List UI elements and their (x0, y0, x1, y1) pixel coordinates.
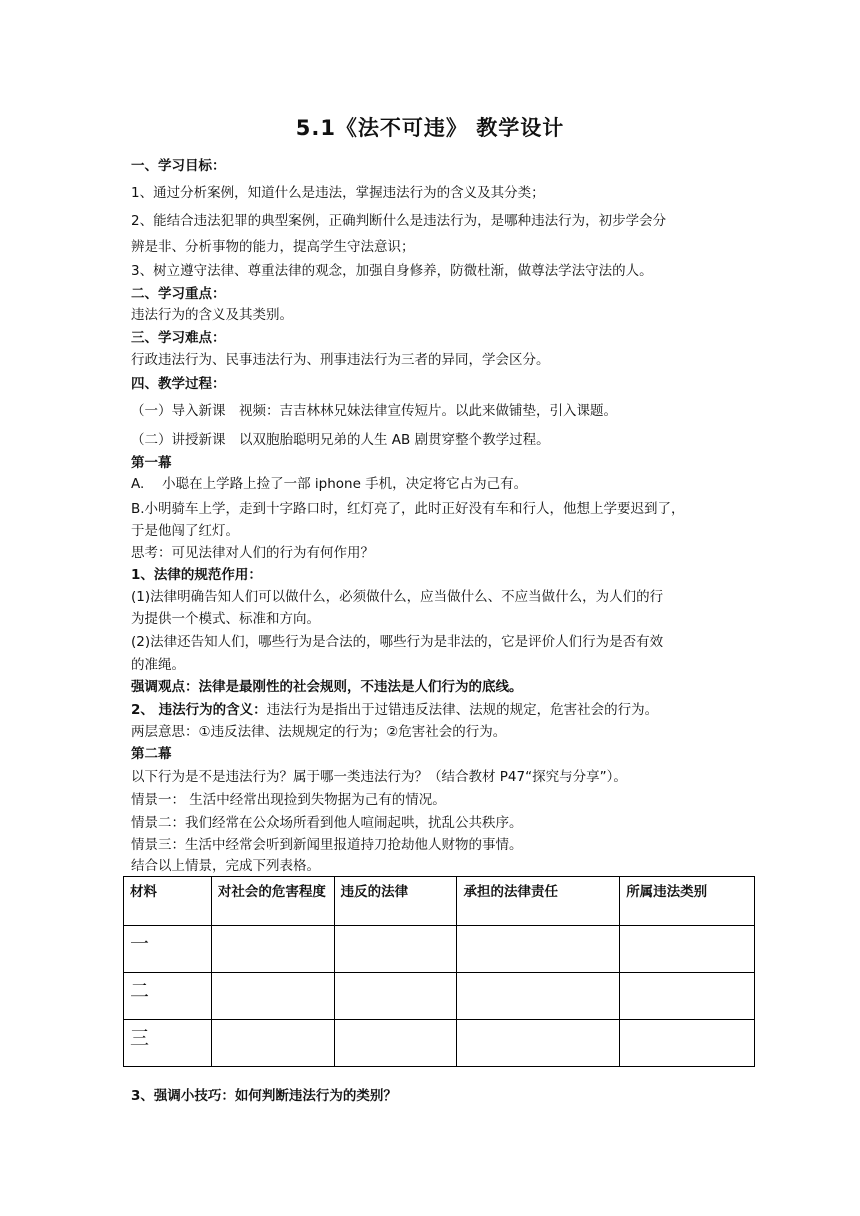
table-cell[interactable] (211, 1020, 334, 1067)
case-b-line-1: B.小明骑车上学，走到十字路口时，红灯亮了，此时正好没有车和行人，他想上学要迟到了， (131, 501, 685, 517)
table-header-row (124, 877, 755, 926)
table-cell[interactable] (457, 1020, 620, 1067)
scene-1: 情景一： 生活中经常出现捡到失物据为己有的情况。 (131, 792, 446, 808)
table-cell[interactable] (620, 973, 755, 1020)
step-1: （一）导入新课 视频：吉吉林林兄妹法律宣传短片。以此来做铺垫，引入课题。 (131, 403, 617, 419)
goal-3: 3、树立遵守法律、尊重法律的观念，加强自身修养，防微杜渐，做尊法学法守法的人。 (131, 263, 653, 279)
table-cell[interactable] (334, 1020, 457, 1067)
emphasis: 强调观点：法律是最刚性的社会规则，不违法是人们行为的底线。 (131, 679, 523, 695)
process-heading: 四、教学过程： (131, 376, 226, 392)
table-cell[interactable] (334, 973, 457, 1020)
goal-2-line-2: 辨是非、分析事物的能力，提高学生守法意识； (131, 239, 415, 255)
table-cell[interactable] (211, 973, 334, 1020)
norm-heading: 1、法律的规范作用： (131, 567, 262, 583)
table-cell[interactable]: 三 (124, 1020, 212, 1067)
case-a: A. 小聪在上学路上捡了一部 iphone 手机，决定将它占为己有。 (131, 476, 528, 492)
two-layers: 两层意思：①违反法律、法规规定的行为；②危害社会的行为。 (131, 724, 507, 740)
difficulty-text: 行政违法行为、民事违法行为、刑事违法行为三者的异同，学会区分。 (131, 352, 550, 368)
goal-1: 1、通过分析案例，知道什么是违法，掌握违法行为的含义及其分类； (131, 185, 545, 201)
table-header: 对社会的危害程度 (211, 877, 334, 926)
table-header: 所属违法类别 (620, 877, 755, 926)
table-cell[interactable]: 一 (124, 926, 212, 973)
table-cell[interactable] (334, 926, 457, 973)
norm-1-line-2: 为提供一个模式、标准和方向。 (131, 611, 320, 627)
key-heading: 二、学习重点： (131, 286, 226, 302)
table-header: 材料 (124, 877, 212, 926)
scene-3: 情景三：生活中经常会听到新闻里报道持刀抢劫他人财物的事情。 (131, 837, 523, 853)
table-cell[interactable]: 二 (124, 973, 212, 1020)
table-cell[interactable] (620, 1020, 755, 1067)
step-2: （二）讲授新课 以双胞胎聪明兄弟的人生 AB 剧贯穿整个教学过程。 (131, 432, 550, 448)
goal-2-line-1: 2、能结合违法犯罪的典型案例，正确判断什么是违法行为，是哪种违法行为，初步学会分 (131, 213, 667, 229)
act-1-heading: 第一幕 (131, 455, 172, 471)
key-text: 违法行为的含义及其类别。 (131, 307, 293, 323)
scene-2: 情景二：我们经常在公众场所看到他人喧闹起哄，扰乱公共秩序。 (131, 815, 523, 831)
question: 以下行为是不是违法行为？属于哪一类违法行为？（结合教材 P47“探究与分享”）。 (131, 769, 627, 785)
table-intro: 结合以上情景，完成下列表格。 (131, 858, 320, 874)
table-cell[interactable] (211, 926, 334, 973)
table-row (124, 1020, 755, 1067)
table-row (124, 926, 755, 973)
tip: 3、强调小技巧：如何判断违法行为的类别？ (131, 1088, 397, 1104)
think-question: 思考：可见法律对人们的行为有何作用？ (131, 545, 374, 561)
table-cell[interactable] (457, 973, 620, 1020)
table-cell[interactable] (620, 926, 755, 973)
table-cell[interactable] (457, 926, 620, 973)
norm-1-line-1: (1)法律明确告知人们可以做什么，必须做什么，应当做什么、不应当做什么，为人们的行 (131, 589, 664, 605)
definition (131, 700, 731, 720)
definition-text: 违法行为是指出于过错违反法律、法规的规定，危害社会的行为。 (266, 702, 659, 718)
act-2-heading: 第二幕 (131, 746, 172, 762)
norm-2-line-1: (2)法律还告知人们，哪些行为是合法的，哪些行为是非法的，它是评价人们行为是否有效 (131, 634, 664, 650)
table-header: 承担的法律责任 (457, 877, 620, 926)
page-title: 5.1《法不可违》 教学设计 (295, 116, 565, 140)
case-b-line-2: 于是他闯了红灯。 (131, 523, 239, 539)
analysis-table (123, 876, 755, 1067)
table-header: 违反的法律 (334, 877, 457, 926)
definition-label: 2、 违法行为的含义： (131, 702, 267, 718)
table-row (124, 973, 755, 1020)
difficulty-heading: 三、学习难点： (131, 330, 226, 346)
norm-2-line-2: 的准绳。 (131, 657, 185, 673)
goals-heading: 一、学习目标： (131, 158, 226, 174)
